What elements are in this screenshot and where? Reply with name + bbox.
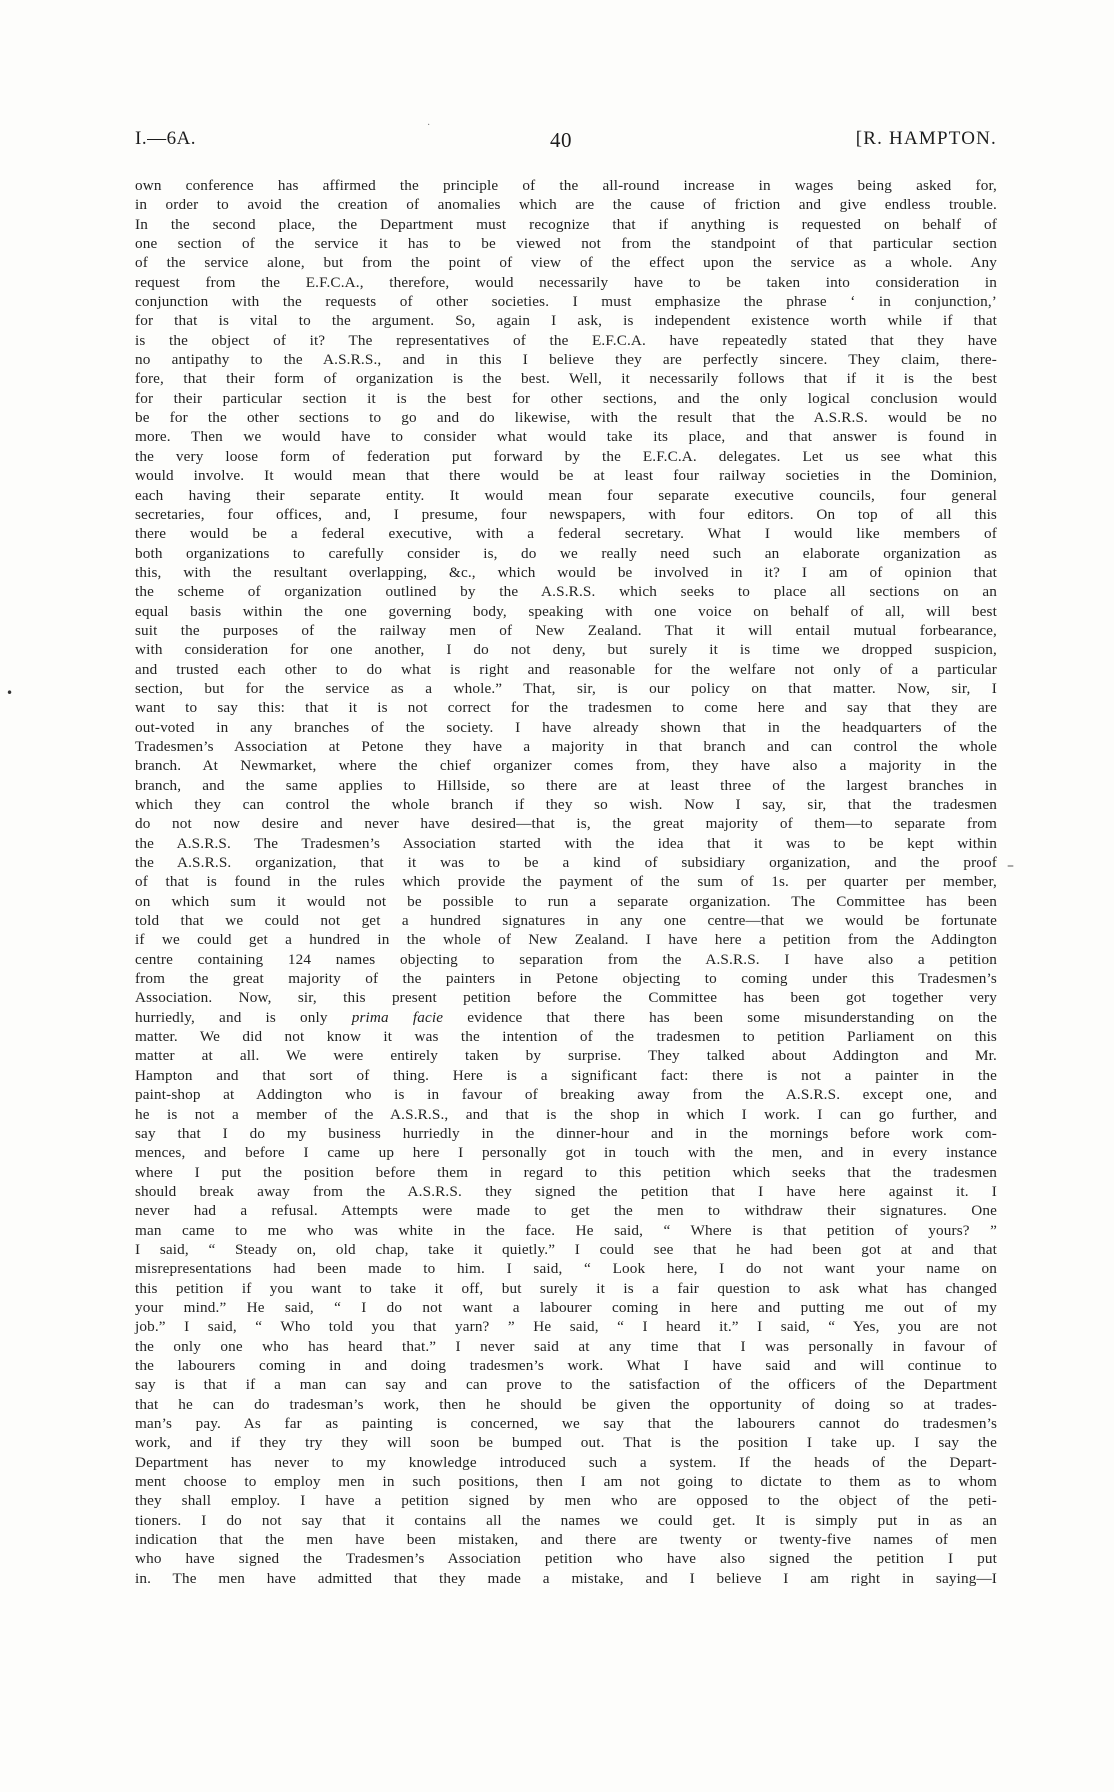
- text-line: the scheme of organization outlined by the A.S.R.S. which seeks to place all sections on an: [135, 583, 997, 601]
- text-line: Hampton and that sort of thing. Here is a significant fact: there is not a painter in the: [135, 1066, 997, 1084]
- text-line: there would be a federal executive, with a federal secretary. What I would like members of: [135, 525, 997, 543]
- text-line: each having their separate entity. It would mean four separate executive councils, four general: [135, 486, 997, 504]
- text-line: which they can control the whole branch if they so wish. Now I say, sir, that the tradesmen: [135, 796, 997, 813]
- text-line: the very loose form of federation put forward by the E.F.C.A. delegates. Let us see what this: [135, 447, 997, 465]
- text-line: man’s pay. As far as painting is concerned, we say that the labourers cannot do tradesmen’s: [135, 1415, 997, 1432]
- text-line: equal basis within the one governing body, speaking with one voice on behalf of all, will best: [135, 602, 997, 620]
- text-line: I said, “ Steady on, old chap, take it quietly.” I could see that he had been got at and that: [135, 1240, 997, 1258]
- text-line: centre containing 124 names objecting to separation from the A.S.R.S. I have also a petition: [135, 950, 997, 968]
- text-line: the only one who has heard that.” I never said at any time that I was personally in favour of: [135, 1337, 997, 1355]
- text-line: should break away from the A.S.R.S. they signed the petition that I have here against it. I: [135, 1182, 997, 1200]
- text-line: section, but for the service as a whole.” That, sir, is our policy on that matter. Now, sir, I: [135, 679, 997, 697]
- text-line: request from the E.F.C.A., therefore, would necessarily have to be taken into consideration in: [135, 273, 997, 291]
- text-line: own conference has affirmed the principle of the all-round increase in wages being asked for,: [135, 177, 997, 194]
- text-line: In the second place, the Department must recognize that if anything is requested on behalf of: [135, 215, 997, 233]
- text-line: this petition if you want to take it off, but surely it is a fair question to ask what has changed: [135, 1279, 997, 1297]
- text-line: job.” I said, “ Who told you that yarn? ” He said, “ I heard it.” I said, “ Yes, you are not: [135, 1318, 997, 1336]
- text-line: secretaries, four offices, and, I presume, four newspapers, with four editors. On top of all this: [135, 505, 997, 523]
- text-line: in. The men have admitted that they made a mistake, and I believe I am right in saying—I: [135, 1569, 997, 1587]
- text-line: conjunction with the requests of other societies. I must emphasize the phrase ‘ in conjunction,’: [135, 293, 997, 311]
- text-line: on which sum it would not be possible to run a separate organization. The Committee has been: [135, 892, 997, 910]
- margin-mark-right: –: [1007, 858, 1014, 874]
- page-header: [135, 120, 997, 158]
- text-line: he is not a member of the A.S.R.S., and that is the shop in which I work. I can go further, and: [135, 1105, 997, 1123]
- text-line: branch. At Newmarket, where the chief organizer comes from, they have also a majority in the: [135, 757, 997, 775]
- text-line: told that we could not get a hundred signatures in any one centre—that we would be fortunate: [135, 912, 997, 930]
- text-line: with consideration for one another, I do not deny, but surely it is time we dropped suspicion,: [135, 641, 997, 659]
- page-number: 40: [550, 128, 572, 152]
- text-line: for that is vital to the argument. So, again I ask, is independent existence worth while if that: [135, 312, 997, 330]
- text-line: if we could get a hundred in the whole of New Zealand. I have here a petition from the Addington: [135, 931, 997, 949]
- margin-mark-left: •: [6, 686, 14, 700]
- text-line: more. Then we would have to consider what would take its place, and that answer is found in: [135, 428, 997, 446]
- text-line: the A.S.R.S. The Tradesmen’s Association started with the idea that it was to be kept within: [135, 834, 997, 852]
- text-line: Department has never to my knowledge introduced such a system. If the heads of the Depart-: [135, 1453, 997, 1471]
- text-line: both organizations to carefully consider is, do we really need such an elaborate organization as: [135, 544, 997, 562]
- text-line: out-voted in any branches of the society. I have already shown that in the headquarters of the: [135, 718, 997, 736]
- text-line: that he can do tradesman’s work, then he should be given the opportunity of doing so at trades-: [135, 1395, 997, 1413]
- text-line: paint-shop at Addington who is in favour of breaking away from the A.S.R.S. except one, and: [135, 1086, 997, 1104]
- text-line: of that is found in the rules which provide the payment of the sum of 1s. per quarter per member,: [135, 873, 997, 891]
- text-line: where I put the position before them in regard to this petition which seeks that the tradesmen: [135, 1163, 997, 1181]
- text-line: do not now desire and never have desired—that is, the great majority of them—to separate from: [135, 815, 997, 833]
- speaker-name: [R. HAMPTON.: [855, 128, 997, 149]
- text-line: be for the other sections to go and do likewise, with the result that the A.S.R.S. would be no: [135, 409, 997, 427]
- text-line: mences, and before I came up here I personally got in touch with the men, and in every instance: [135, 1144, 997, 1162]
- testimony-text: [135, 176, 997, 1588]
- text-line: this, with the resultant overlapping, &c., which would be involved in it? I am of opinion that: [135, 563, 997, 581]
- text-line: misrepresentations had been made to him. I said, “ Look here, I do not want your name on: [135, 1260, 997, 1278]
- text-line: hurriedly, and is only prima facie evidence that there has been some misunderstanding on the: [135, 1008, 997, 1026]
- text-line: Association. Now, sir, this present petition before the Committee has been got together very: [135, 989, 997, 1007]
- text-line: the A.S.R.S. organization, that it was to be a kind of subsidiary organization, and the proof: [135, 854, 997, 872]
- text-line: suit the purposes of the railway men of New Zealand. That it will entail mutual forbearance,: [135, 621, 997, 639]
- text-line: indication that the men have been mistaken, and there are twenty or twenty-five names of men: [135, 1531, 997, 1549]
- text-line: from the great majority of the painters in Petone objecting to coming under this Tradesmen’s: [135, 970, 997, 988]
- text-line: Tradesmen’s Association at Petone they have a majority in that branch and can control the whole: [135, 737, 997, 755]
- text-line: tioners. I do not say that it contains all the names we could get. It is simply put in as an: [135, 1511, 997, 1529]
- text-line: fore, that their form of organization is the best. Well, it necessarily follows that if it is the best: [135, 370, 997, 388]
- text-line: who have signed the Tradesmen’s Association petition who have also signed the petition I put: [135, 1550, 997, 1568]
- text-line: ment choose to employ men in such positions, then I am not going to dictate to them as to whom: [135, 1473, 997, 1491]
- text-line: work, and if they try they will soon be bumped out. That is the position I take up. I say the: [135, 1434, 997, 1452]
- text-line: say that I do my business hurriedly in the dinner-hour and in the mornings before work com-: [135, 1124, 997, 1142]
- text-line: one section of the service it has to be viewed not from the standpoint of that particular section: [135, 235, 997, 253]
- text-line: man came to me who was white in the face. He said, “ Where is that petition of yours? ”: [135, 1221, 997, 1239]
- text-line: and trusted each other to do what is right and reasonable for the welfare not only of a particular: [135, 660, 997, 678]
- text-line: is the object of it? The representatives of the E.F.C.A. have repeatedly stated that they have: [135, 331, 997, 349]
- text-line: no antipathy to the A.S.R.S., and in this I believe they are perfectly sincere. They claim, there-: [135, 351, 997, 369]
- text-line: the labourers coming in and doing tradesmen’s work. What I have said and will continue to: [135, 1356, 997, 1374]
- text-line: matter. We did not know it was the intention of the tradesmen to petition Parliament on this: [135, 1028, 997, 1046]
- text-line: branch, and the same applies to Hillside, so there are at least three of the largest branches in: [135, 776, 997, 794]
- header-dot: ·: [427, 120, 431, 131]
- text-line: never had a refusal. Attempts were made to get the men to withdraw their signatures. One: [135, 1202, 997, 1220]
- text-line: matter at all. We were entirely taken by surprise. They talked about Addington and Mr.: [135, 1047, 997, 1065]
- document-reference: I.—6A.: [135, 128, 197, 149]
- text-line: would involve. It would mean that there would be at least four railway societies in the Dominion,: [135, 467, 997, 485]
- text-line: in order to avoid the creation of anomalies which are the cause of friction and give endless trouble.: [135, 196, 997, 214]
- text-line: of the service alone, but from the point of view of the effect upon the service as a whole. Any: [135, 254, 997, 272]
- text-line: want to say this: that it is not correct for the tradesmen to come here and say that they are: [135, 699, 997, 717]
- text-line: your mind.” He said, “ I do not want a labourer coming in here and putting me out of my: [135, 1298, 997, 1316]
- text-line: for their particular section it is the best for other sections, and the only logical conclusion would: [135, 389, 997, 407]
- text-line: they shall employ. I have a petition signed by men who are opposed to the object of the peti-: [135, 1492, 997, 1510]
- text-line: say is that if a man can say and can prove to the satisfaction of the officers of the Department: [135, 1376, 997, 1394]
